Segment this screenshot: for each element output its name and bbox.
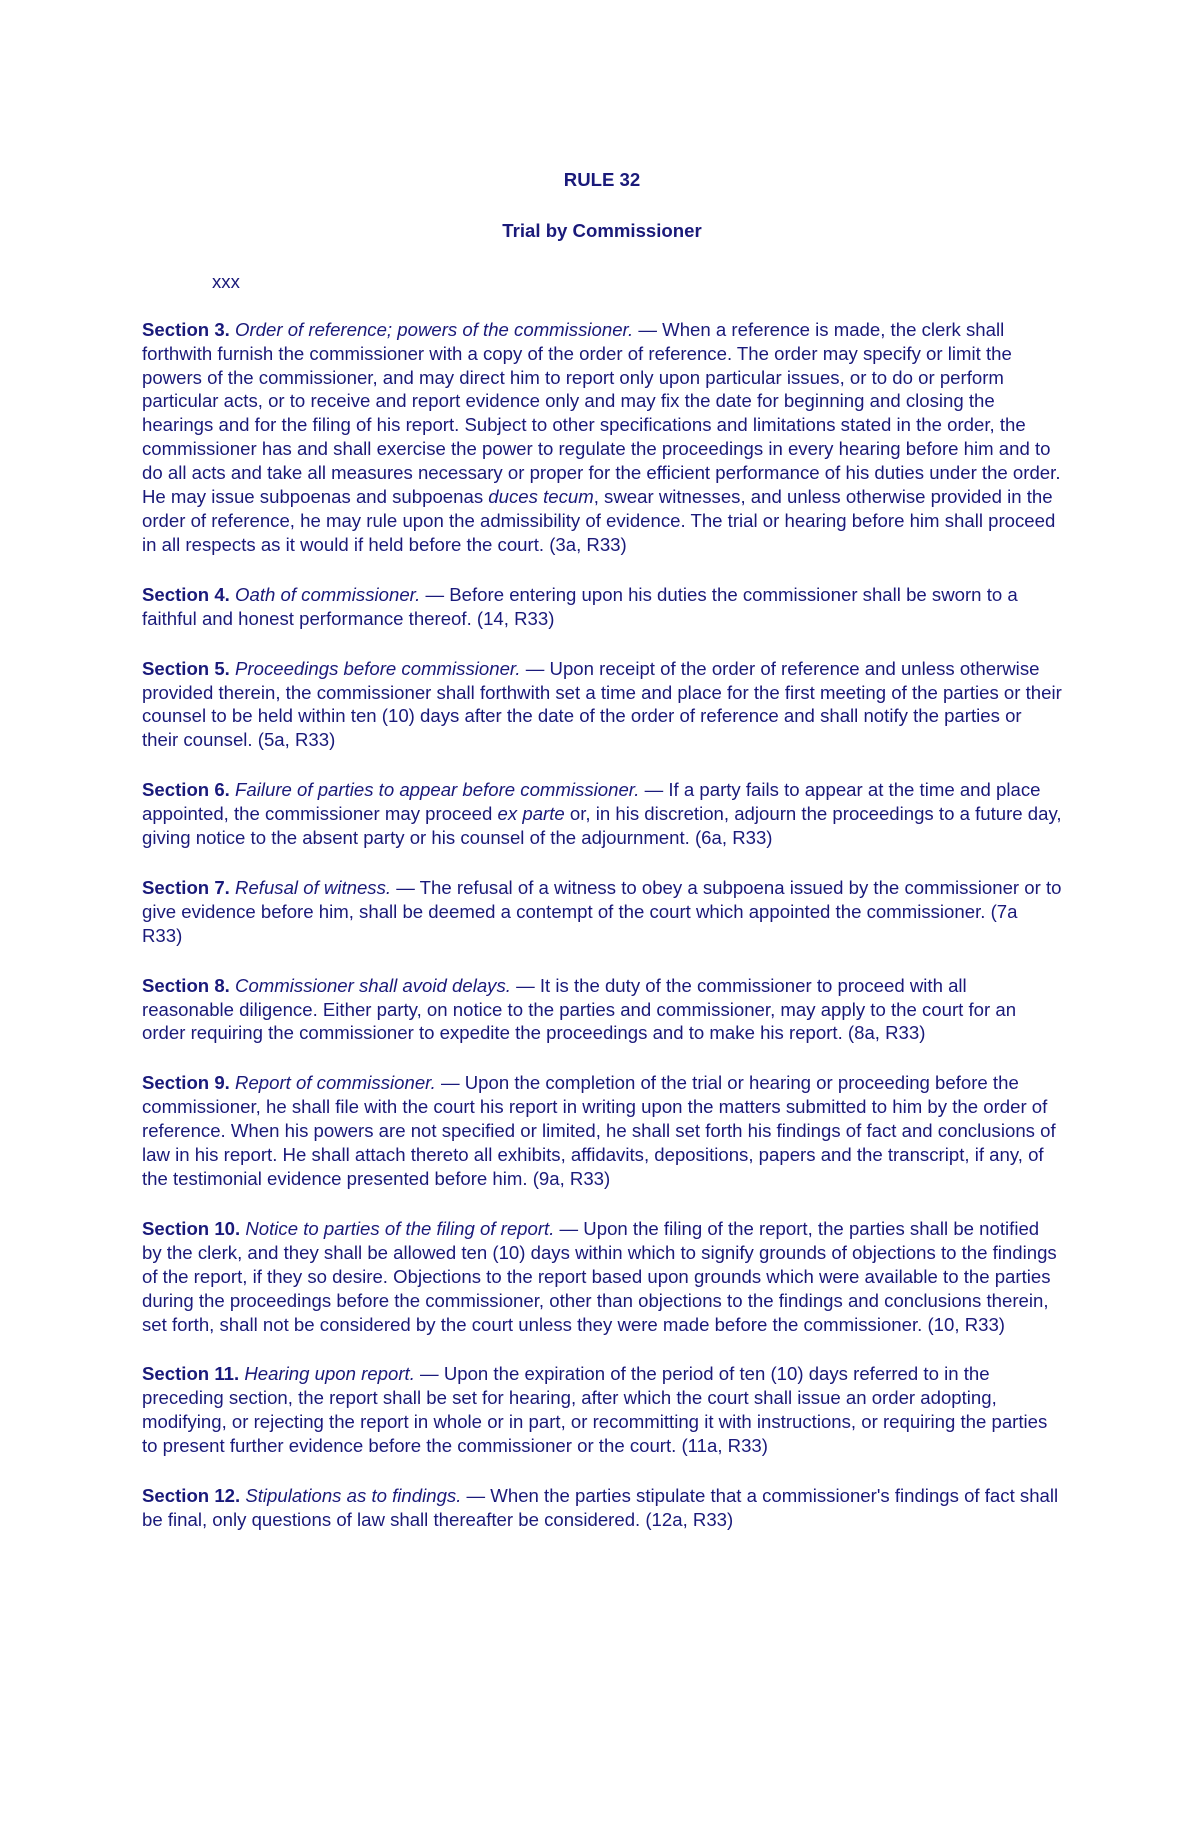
section-text: — It is the duty of the commissioner to proceed with all reasonable diligence. Either party, on notice to the parties and commissioner, may apply to the court for an order requiring the commissioner to expedite the proceedings and to make his report. (8a, R33): [142, 974, 1017, 1044]
section-number: Section 3.: [142, 318, 230, 340]
section-title: Notice to parties of the filing of report.: [245, 1217, 555, 1239]
section-text: — Upon the expiration of the period of ten (10) days referred to in the preceding section, the report shall be set for hearing, after which the court shall issue an order adopting, modifying, or rejecting the report in whole or in part, or recommitting it with instructions, or requiring the parties to present further evidence before the commissioner or the court. (11a, R33): [142, 1363, 1048, 1457]
section-title: Hearing upon report.: [244, 1363, 415, 1385]
section-text: — Before entering upon his duties the commissioner shall be sworn to a faithful and honest performance thereof. (14, R33): [142, 583, 1018, 629]
section-8: [142, 974, 1062, 1046]
section-title: Failure of parties to appear before commissioner.: [235, 779, 640, 801]
section-title: Oath of commissioner.: [235, 583, 421, 605]
section-3: [142, 318, 1062, 557]
section-text: — The refusal of a witness to obey a subpoena issued by the commissioner or to give evidence before him, shall be deemed a contempt of the court which appointed the commissioner. (7a R33): [142, 876, 1062, 946]
section-number: Section 11.: [142, 1363, 240, 1385]
section-5: [142, 657, 1062, 753]
section-title: Order of reference; powers of the commissioner.: [235, 318, 634, 340]
section-text: — Upon the completion of the trial or hearing or proceeding before the commissioner, he shall file with the court his report in writing upon the matters submitted to him by the order of reference. When his powers are not specified or limited, he shall set forth his findings of fact and conclusions of law in his report. He shall attach thereto all exhibits, affidavits, depositions, papers and the transcript, if any, of the testimonial evidence presented before him. (9a, R33): [142, 1072, 1056, 1189]
section-number: Section 6.: [142, 779, 230, 801]
section-number: Section 8.: [142, 974, 230, 996]
rule-title: Trial by Commissioner: [502, 219, 702, 241]
section-number: Section 9.: [142, 1072, 230, 1094]
section-text: or, in his discretion, adjourn the proceedings to a future day, giving notice to the absent party or his counsel of the adjournment. (6a, R33): [142, 803, 1062, 849]
section-6: [142, 778, 1062, 850]
section-number: Section 12.: [142, 1485, 241, 1507]
section-12: [142, 1484, 1062, 1532]
section-text: — Upon the filing of the report, the parties shall be notified by the clerk, and they shall be allowed ten (10) days within which to signify grounds of objections to the findings of the report, if they so desire. Objections to the report based upon grounds which were available to the parties during the proceedings before the commissioner, other than objections to the findings and conclusions therein, set forth, shall not be considered by the court unless they were made before the commissioner. (10, R33): [142, 1217, 1057, 1335]
section-text: — If a party fails to appear at the time and place appointed, the commissioner may proceed: [142, 779, 1041, 825]
section-number: Section 4.: [142, 583, 230, 605]
section-text: , swear witnesses, and unless otherwise provided in the order of reference, he may rule upon the admissibility of evidence. The trial or hearing before him shall proceed in all respects as it would if held before the court. (3a, R33): [142, 486, 1056, 555]
document-page: [142, 168, 1062, 1558]
section-number: Section 10.: [142, 1217, 241, 1239]
section-title: Stipulations as to findings.: [245, 1485, 462, 1507]
rule-number: RULE 32: [563, 169, 641, 190]
section-4: [142, 583, 1062, 631]
section-number: Section 5.: [142, 657, 230, 679]
section-11: [142, 1362, 1062, 1458]
section-title: Commissioner shall avoid delays.: [235, 974, 511, 996]
section-title: Report of commissioner.: [235, 1072, 436, 1094]
section-9: [142, 1071, 1062, 1191]
section-title: Proceedings before commissioner.: [235, 657, 521, 679]
latin-term: ex parte: [497, 803, 565, 825]
section-text: — Upon receipt of the order of reference and unless otherwise provided therein, the commissioner shall forthwith set a time and place for the first meeting of the parties or their counsel to be held within ten (10) days after the date of the order of reference and shall notify the parties or their counsel. (5a, R33): [142, 657, 1062, 751]
omission-marker: xxx: [212, 270, 240, 292]
section-7: [142, 876, 1062, 948]
section-text: — When a reference is made, the clerk shall forthwith furnish the commissioner with a copy of the order of reference. The order may specify or limit the powers of the commissioner, and may direct him to report only upon particular issues, or to do or perform particular acts, or to receive and report evidence only and may fix the date for beginning and closing the hearings and for the filing of his report. Subject to other specifications and limitations stated in the order, the commissioner has and shall exercise the power to regulate the proceedings in every hearing before him and to do all acts and take all measures necessary or proper for the efficient performance of his duties under the order. He may issue subpoenas and subpoenas: [142, 318, 1061, 508]
section-title: Refusal of witness.: [235, 876, 392, 898]
latin-term: duces tecum: [488, 486, 594, 508]
section-10: [142, 1217, 1062, 1337]
section-text: — When the parties stipulate that a commissioner's findings of fact shall be final, only questions of law shall thereafter be considered. (12a, R33): [142, 1485, 1059, 1530]
section-number: Section 7.: [142, 876, 230, 898]
